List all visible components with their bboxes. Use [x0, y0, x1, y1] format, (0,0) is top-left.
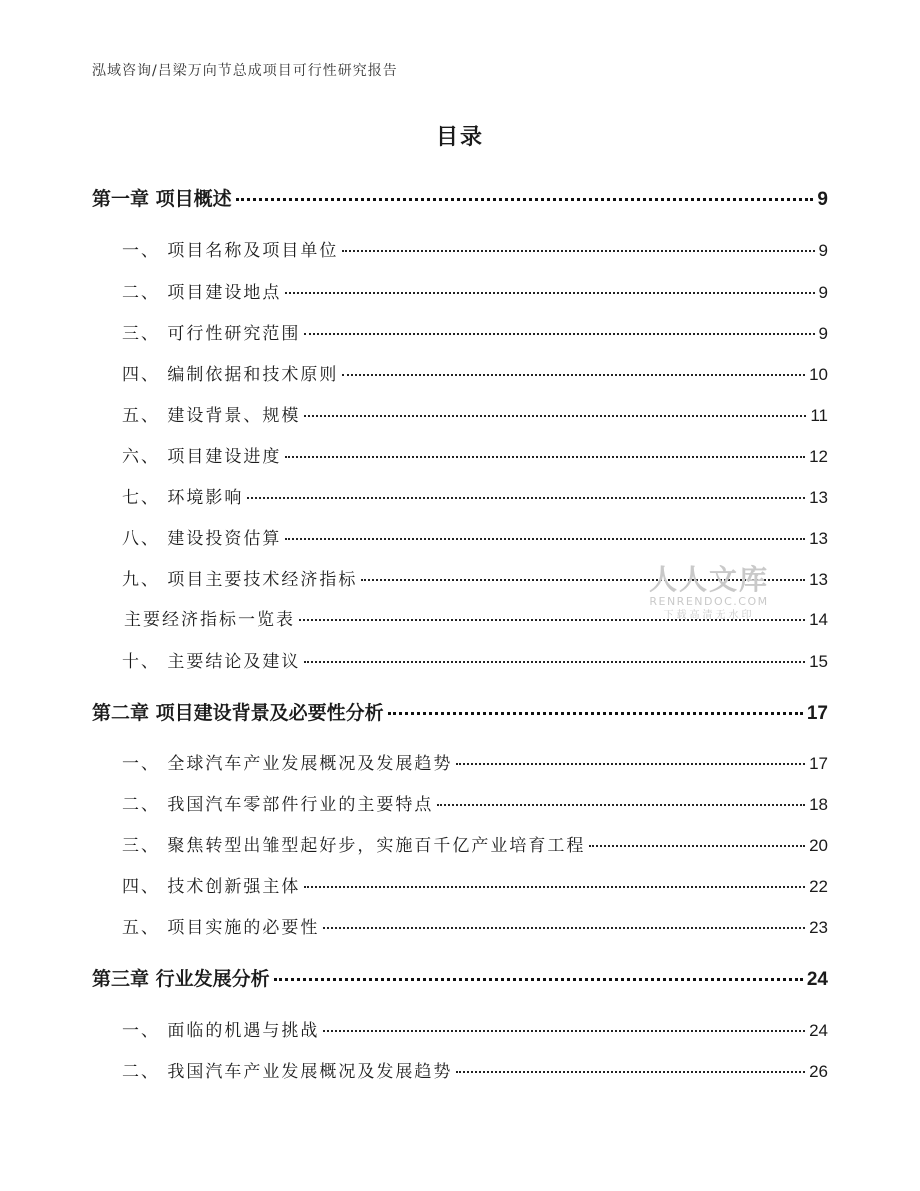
- toc-entry-label: 一、 面临的机遇与挑战: [122, 1021, 320, 1041]
- toc-page-number: 26: [809, 1062, 828, 1081]
- toc-page-number: 11: [810, 406, 828, 425]
- toc-entry-label: 第一章 项目概述: [92, 188, 232, 210]
- toc-entry-label: 一、 项目名称及项目单位: [122, 241, 339, 261]
- toc-page-number: 13: [809, 570, 828, 589]
- toc-entry-label: 十、 主要结论及建议: [122, 652, 301, 672]
- toc-page-number: 18: [809, 795, 828, 814]
- toc-section-row[interactable]: [92, 319, 828, 344]
- toc-page-number: 13: [809, 488, 828, 507]
- toc-section-row[interactable]: [92, 442, 828, 467]
- toc-page-number: 12: [809, 447, 828, 466]
- toc-section-row[interactable]: [92, 1057, 828, 1082]
- toc-entry-label: 八、 建设投资估算: [122, 529, 282, 549]
- toc-section-row[interactable]: [92, 524, 828, 549]
- page-header: 泓域咨询/吕梁万向节总成项目可行性研究报告: [92, 63, 398, 79]
- toc-page-number: 17: [809, 754, 828, 773]
- dot-leader: [285, 292, 814, 294]
- watermark-url: RENRENDOC.COM: [649, 595, 769, 608]
- dot-leader: [388, 712, 803, 715]
- toc-entry-label: 五、 项目实施的必要性: [122, 918, 320, 938]
- toc-page-number: 10: [809, 365, 828, 384]
- toc-page-number: 22: [809, 877, 828, 896]
- toc-entry-label: 三、 可行性研究范围: [122, 324, 301, 344]
- toc-entry-label: 四、 技术创新强主体: [122, 877, 301, 897]
- toc-section-row[interactable]: [92, 647, 828, 672]
- dot-leader: [589, 845, 805, 847]
- toc-entry-label: 五、 建设背景、规模: [122, 406, 301, 426]
- toc-entry-label: 四、 编制依据和技术原则: [122, 365, 339, 385]
- toc-entry-label: 主要经济指标一览表: [124, 610, 295, 630]
- toc-section-row[interactable]: [92, 401, 828, 426]
- toc-entry-label: 六、 项目建设进度: [122, 447, 282, 467]
- watermark-name: 人人文库: [648, 563, 769, 596]
- toc-entry-label: 七、 环境影响: [122, 488, 244, 508]
- dot-leader: [456, 763, 805, 765]
- toc-chapter-row[interactable]: [92, 964, 828, 991]
- watermark-logo: [648, 565, 770, 623]
- toc-entry-label: 第三章 行业发展分析: [92, 968, 270, 990]
- toc-page-number: 24: [806, 969, 828, 990]
- toc-entry-label: 一、 全球汽车产业发展概况及发展趋势: [122, 754, 453, 774]
- dot-leader: [456, 1071, 805, 1073]
- toc-entry-label: 三、 聚焦转型出雏型起好步，实施百千亿产业培育工程: [122, 836, 586, 856]
- toc-entry-label: 二、 项目建设地点: [122, 283, 282, 303]
- toc-page-number: 14: [809, 610, 828, 629]
- dot-leader: [247, 497, 805, 499]
- toc-page-number: 23: [809, 918, 828, 937]
- dot-leader: [323, 927, 805, 929]
- dot-leader: [304, 661, 805, 663]
- toc-section-row[interactable]: [92, 483, 828, 508]
- dot-leader: [323, 1030, 805, 1032]
- toc-section-row[interactable]: [92, 236, 828, 261]
- dot-leader: [274, 978, 803, 981]
- toc-page-number: 17: [806, 703, 828, 724]
- toc-section-row[interactable]: [92, 913, 828, 938]
- toc-page-number: 9: [817, 189, 828, 210]
- toc-page-number: 20: [809, 836, 828, 855]
- toc-entry-label: 二、 我国汽车零部件行业的主要特点: [122, 795, 434, 815]
- dot-leader: [285, 456, 805, 458]
- toc-title: 目录: [435, 125, 484, 150]
- dot-leader: [342, 250, 814, 252]
- dot-leader: [304, 886, 805, 888]
- dot-leader: [304, 415, 806, 417]
- dot-leader: [437, 804, 805, 806]
- toc-page-number: 13: [809, 529, 828, 548]
- toc-section-row[interactable]: [92, 872, 828, 897]
- toc-chapter-row[interactable]: [92, 698, 828, 725]
- toc-section-row[interactable]: [92, 1016, 828, 1041]
- dot-leader: [285, 538, 805, 540]
- toc-section-row[interactable]: [92, 831, 828, 856]
- toc-page-number: 9: [818, 283, 828, 302]
- toc-page-number: 24: [809, 1021, 828, 1040]
- dot-leader: [236, 198, 814, 201]
- toc-entry-label: 九、 项目主要技术经济指标: [122, 570, 358, 590]
- toc-page-number: 9: [818, 324, 828, 343]
- toc-section-row[interactable]: [92, 790, 828, 815]
- dot-leader: [342, 374, 805, 376]
- toc-section-row[interactable]: [92, 278, 828, 303]
- toc-section-row[interactable]: [92, 360, 828, 385]
- watermark-tagline: 下载高清无水印: [663, 610, 755, 621]
- dot-leader: [304, 333, 814, 335]
- toc-chapter-row[interactable]: [92, 184, 828, 211]
- toc-entry-label: 二、 我国汽车产业发展概况及发展趋势: [122, 1062, 453, 1082]
- toc-entry-label: 第二章 项目建设背景及必要性分析: [92, 702, 384, 724]
- toc-page-number: 15: [809, 652, 828, 671]
- toc-page-number: 9: [818, 241, 828, 260]
- toc-section-row[interactable]: [92, 749, 828, 774]
